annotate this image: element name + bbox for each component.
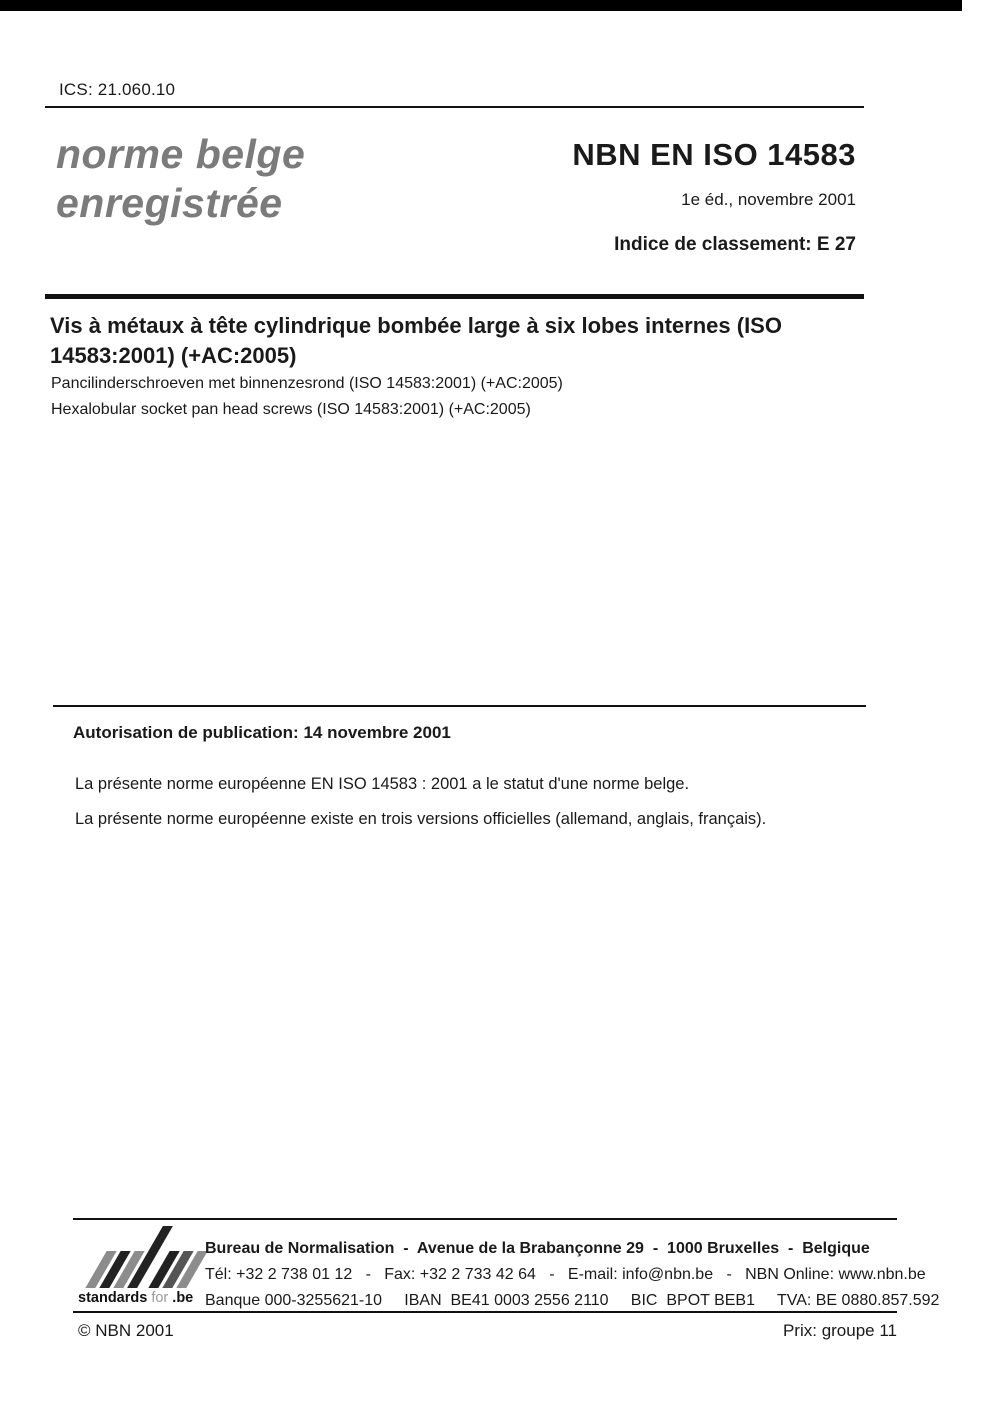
title-french-line1: Vis à métaux à tête cylindrique bombée large à six lobes internes (ISO <box>50 313 782 338</box>
authorization-divider <box>53 705 866 707</box>
document-type-label <box>56 130 305 228</box>
logo-tagline-standards: standards <box>78 1290 148 1306</box>
logo-tagline <box>78 1290 193 1306</box>
price-group: Prix: groupe 11 <box>782 1321 897 1340</box>
document-type-line1: norme belge <box>56 131 306 177</box>
copyright-notice: © NBN 2001 <box>78 1321 174 1340</box>
title-divider <box>45 294 864 299</box>
classification-index: Indice de classement: E 27 <box>614 234 856 255</box>
title-dutch: Pancilinderschroeven met binnenzesrond (ISO 14583:2001) (+AC:2005) <box>51 375 563 392</box>
footer-top-divider <box>73 1218 897 1220</box>
edition-date: 1e éd., novembre 2001 <box>681 190 856 209</box>
logo-tagline-for: for <box>147 1290 173 1306</box>
ics-code: ICS: 21.060.10 <box>59 80 176 99</box>
authorization-heading: Autorisation de publication: 14 novembre 2001 <box>73 723 451 742</box>
standard-number: NBN EN ISO 14583 <box>572 137 856 172</box>
logo-tagline-be: .be <box>172 1290 194 1306</box>
authorization-paragraph-2: La présente norme européenne existe en trois versions officielles (allemand, anglais, français). <box>75 810 767 828</box>
footer-contact: Tél: +32 2 738 01 12 - Fax: +32 2 733 42 64 - E-mail: info@nbn.be - NBN Online: www.nbn.be <box>205 1266 926 1283</box>
document-type-line2: enregistrée <box>56 180 283 226</box>
footer-bank-details: Banque 000-3255621-10 IBAN BE41 0003 2556 2110 BIC BPOT BEB1 TVA: BE 0880.857.592 <box>205 1292 940 1309</box>
title-french-line2: 14583:2001) (+AC:2005) <box>50 343 297 368</box>
scan-edge-bar <box>0 0 962 11</box>
title-english: Hexalobular socket pan head screws (ISO 14583:2001) (+AC:2005) <box>51 401 531 418</box>
header-divider <box>45 106 864 108</box>
footer-address: Bureau de Normalisation - Avenue de la Brabançonne 29 - 1000 Bruxelles - Belgique <box>205 1240 870 1257</box>
authorization-paragraph-1: La présente norme européenne EN ISO 14583 : 2001 a le statut d'une norme belge. <box>75 775 690 793</box>
title-french <box>50 311 862 371</box>
footer-bottom-divider <box>73 1311 897 1313</box>
